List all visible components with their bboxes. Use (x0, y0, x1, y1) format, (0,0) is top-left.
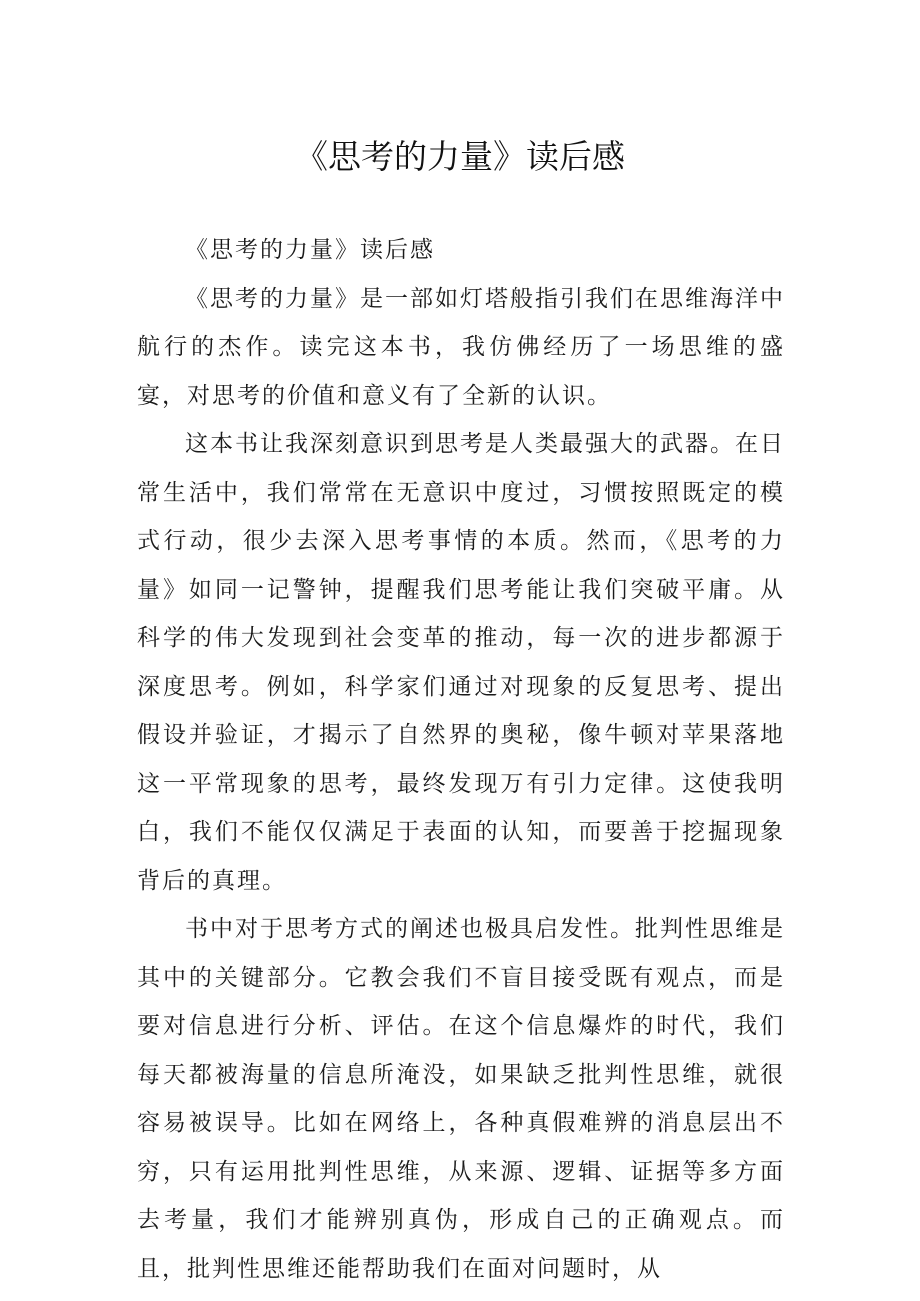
document-title: 《思考的力量》读后感 (295, 137, 625, 176)
paragraph-subtitle: 《思考的力量》读后感 (185, 237, 435, 263)
document-body (137, 226, 785, 1293)
paragraph-critical-thinking: 书中对于思考方式的阐述也极具启发性。批判性思维是其中的关键部分。它教会我们不盲目接受既有观点，而是要对信息进行分析、评估。在这个信息爆炸的时代，我们每天都被海量的信息所淹没，如果缺乏批判性思维，就很容易被误导。比如在网络上，各种真假难辨的消息层出不穷，只有运用批判性思维，从来源、逻辑、证据等多方面去考量，我们才能辨别真伪，形成自己的正确观点。而且，批判性思维还能帮助我们在面对问题时，从 (137, 916, 785, 1282)
paragraph-intro: 《思考的力量》是一部如灯塔般指引我们在思维海洋中航行的杰作。读完这本书，我仿佛经历了一场思维的盛宴，对思考的价值和意义有了全新的认识。 (137, 285, 785, 409)
paragraph-thinking-weapon: 这本书让我深刻意识到思考是人类最强大的武器。在日常生活中，我们常常在无意识中度过，习惯按照既定的模式行动，很少去深入思考事情的本质。然而，《思考的力量》如同一记警钟，提醒我们思考能让我们突破平庸。从科学的伟大发现到社会变革的推动，每一次的进步都源于深度思考。例如，科学家们通过对现象的反复思考、提出假设并验证，才揭示了自然界的奥秘，像牛顿对苹果落地这一平常现象的思考，最终发现万有引力定律。这使我明白，我们不能仅仅满足于表面的认知，而要善于挖掘现象背后的真理。 (137, 431, 785, 894)
